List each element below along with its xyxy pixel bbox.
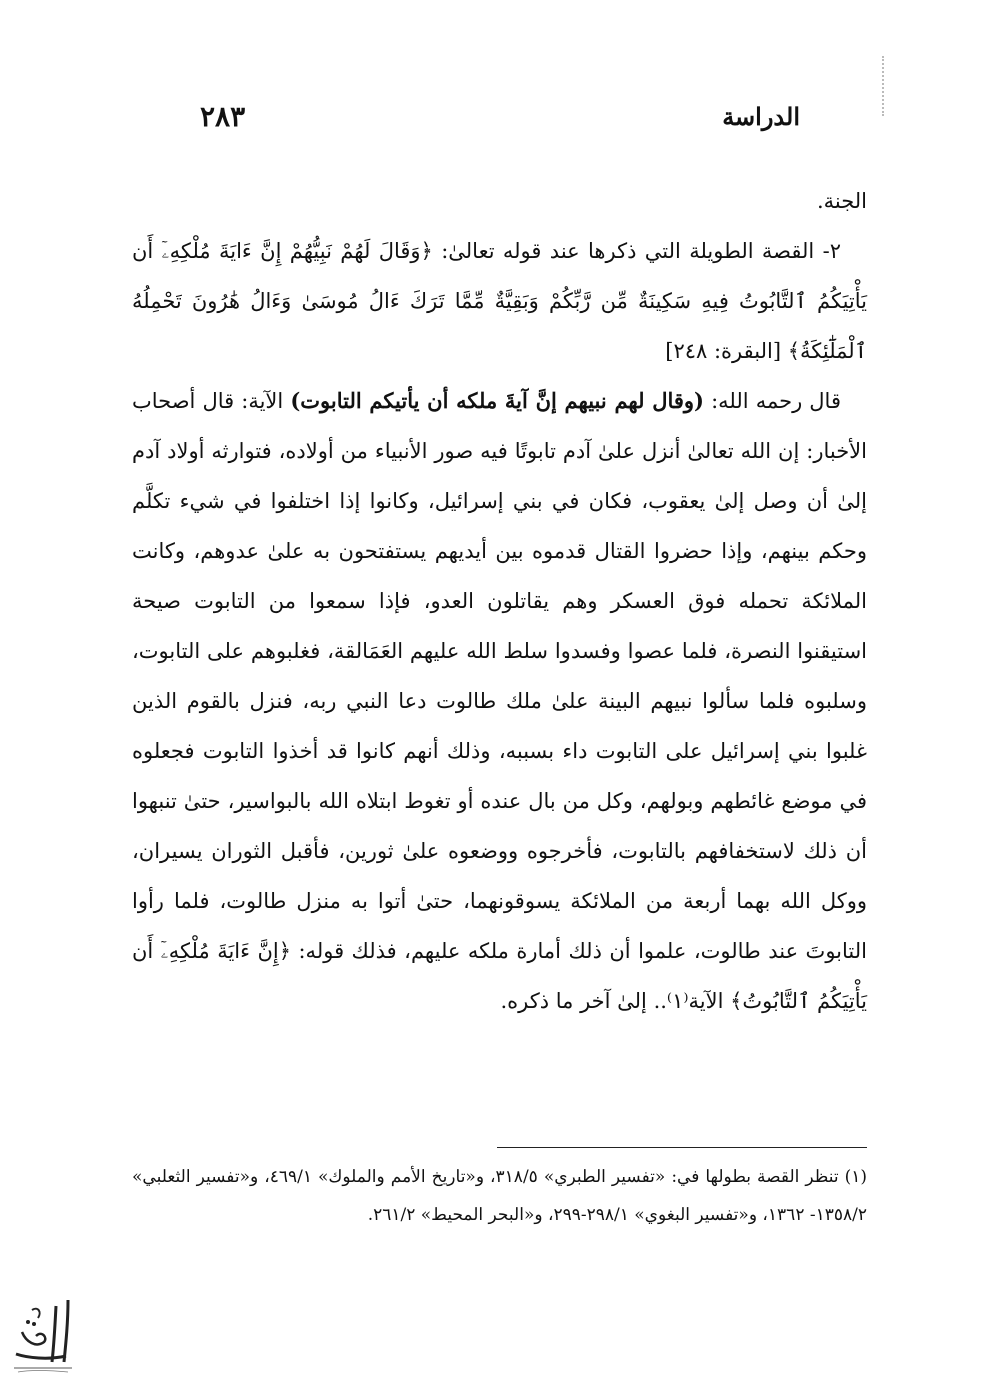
quran-verse-1: ﴿وَقَالَ لَهُمْ نَبِيُّهُمْ إِنَّ ءَايَةَ مُلْكِهِۦٓ أَن يَأْتِيَكُمُ ٱلتَّابُوتُ فِيهِ سَكِينَةٌ مِّن رَّبِّكُمْ وَبَقِيَّةٌ مِّمَّا تَرَكَ ءَالُ مُوسَىٰ وَءَالُ هَٰرُونَ تَحْمِلُهُ ٱلْمَلَٰٓئِكَةُ﴾ <box>132 239 867 363</box>
main-text <box>132 176 867 1026</box>
footnotes <box>132 1158 867 1234</box>
page-number: ٢٨٣ <box>200 99 246 133</box>
page-header <box>200 96 800 136</box>
running-title: الدراسة <box>722 101 800 131</box>
footnote-1: (١) تنظر القصة بطولها في: «تفسير الطبري» ٣١٨/٥، و«تاريخ الأمم والملوك» ٤٦٩/١، و«تفسير الثعلبي» ١٣٥٨/٢- ١٣٦٢، و«تفسير البغوي» ٢٩٨/١-٢٩٩، و«البحر المحيط» ٢٦١/٢. <box>132 1167 868 1225</box>
paragraph-2-lead: ٢- القصة الطويلة التي ذكرها عند قوله تعالىٰ: <box>432 239 841 263</box>
verse-reference: [البقرة: ٢٤٨] <box>665 339 788 363</box>
margin-dotted-line <box>882 56 886 116</box>
quran-verse-2: ﴿إِنَّ ءَايَةَ مُلْكِهِۦٓ أَن يَأْتِيَكُمُ ٱلتَّابُوتُ﴾ <box>132 939 867 1013</box>
paragraph-2 <box>132 226 867 376</box>
paragraph-3 <box>132 376 867 1026</box>
paragraph-1: الجنة. <box>816 189 867 213</box>
paragraph-3-text: الآية: قال أصحاب الأخبار: إن الله تعالىٰ أنزل علىٰ آدم تابوتًا فيه صور الأنبياء من أولاده، فتوارثه أولاد آدم إلىٰ أن وصل إلىٰ يعقوب، فكان في بني إسرائيل، وكانوا إذا اختلفوا في شيء تكلَّم وحكم بينهم، وإذا حضروا القتال قدموه بين أيديهم يستفتحون به علىٰ عدوهم، وكانت الملائكة تحمله فوق العسكر وهم يقاتلون العدو، فإذا سمعوا من التابوت صيحة استيقنوا النصرة، فلما عصوا وفسدوا سلط الله عليهم العَمَالقة، فغلبوهم على التابوت، وسلبوه فلما سألوا نبيهم البينة علىٰ ملك طالوت دعا النبي ربه، فنزل بالقوم الذين غلبوا بني إسرائيل على التابوت داء بسببه، وذلك أنهم كانوا قد أخذوا التابوت فجعلوه في موضع غائطهم وبولهم، وكل من بال عنده أو تغوط ابتلاه الله بالبواسير، حتىٰ تنبهوا أن ذلك لاستخفافهم بالتابوت، فأخرجوه ووضعوه علىٰ ثورين، فأقبل الثوران يسيران، ووكل الله بهما أربعة من الملائكة يسوقونهما، حتىٰ أتوا به منزل طالوت، فلما رأوا التابوتَ عند طالوت، علموا أن ذلك أمارة ملكه عليهم، فذلك قوله: <box>132 389 867 963</box>
paragraph-3-lead: قال رحمه الله: <box>704 389 841 413</box>
paragraph-3-tail: الآية⁽١⁾.. إلىٰ آخر ما ذكره. <box>500 989 731 1013</box>
publisher-logo-icon <box>8 1292 78 1376</box>
quoted-heading: (وقال لهم نبيهم إنَّ آيةَ ملكه أن يأتيكم التابوت) <box>290 388 704 413</box>
footnote-separator <box>497 1147 867 1148</box>
